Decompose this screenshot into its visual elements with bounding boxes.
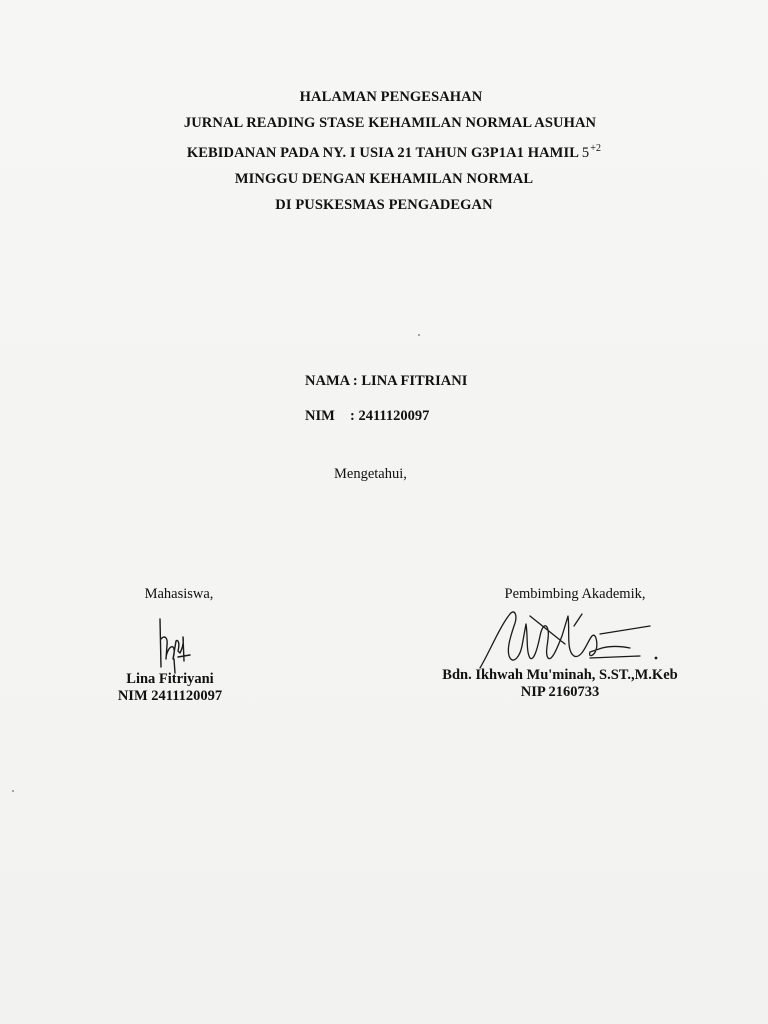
title-line-2: JURNAL READING STASE KEHAMILAN NORMAL ASUHAN <box>183 115 597 131</box>
acknowledgement-label: Mengetahui, <box>334 466 407 482</box>
nim-label: NIM <box>305 408 335 424</box>
student-signature-icon <box>140 609 200 679</box>
title-line-4: MINGGU DENGAN KEHAMILAN NORMAL <box>234 171 534 187</box>
advisor-name: Bdn. Ikhwah Mu'minah, S.ST.,M.Keb <box>442 667 678 683</box>
title-line-1: HALAMAN PENGESAHAN <box>299 89 483 105</box>
student-signature-block <box>110 586 230 705</box>
title-line-5: DI PUSKESMAS PENGADEGAN <box>275 197 493 213</box>
gestation-days-superscript: +2 <box>590 143 602 154</box>
gestation-weeks: 5 <box>581 145 590 161</box>
student-role: Mahasiswa, <box>144 586 214 602</box>
student-name: Lina Fitriyani <box>126 671 214 687</box>
scan-speck <box>12 790 14 792</box>
advisor-signature-block <box>420 586 700 701</box>
title-line-3-text: KEBIDANAN PADA NY. I USIA 21 TAHUN G3P1A1 HAMIL <box>186 145 579 161</box>
student-id: NIM 2411120097 <box>117 688 223 704</box>
title-line-3 <box>0 136 768 166</box>
nim-value: : 2411120097 <box>350 408 430 424</box>
document-title <box>0 84 768 218</box>
student-nim-line <box>305 408 429 425</box>
advisor-signature-icon <box>470 596 670 676</box>
advisor-role: Pembimbing Akademik, <box>504 586 646 602</box>
student-name-line: NAMA : LINA FITRIANI <box>305 373 468 389</box>
advisor-id: NIP 2160733 <box>520 684 600 700</box>
scan-speck <box>418 334 420 336</box>
